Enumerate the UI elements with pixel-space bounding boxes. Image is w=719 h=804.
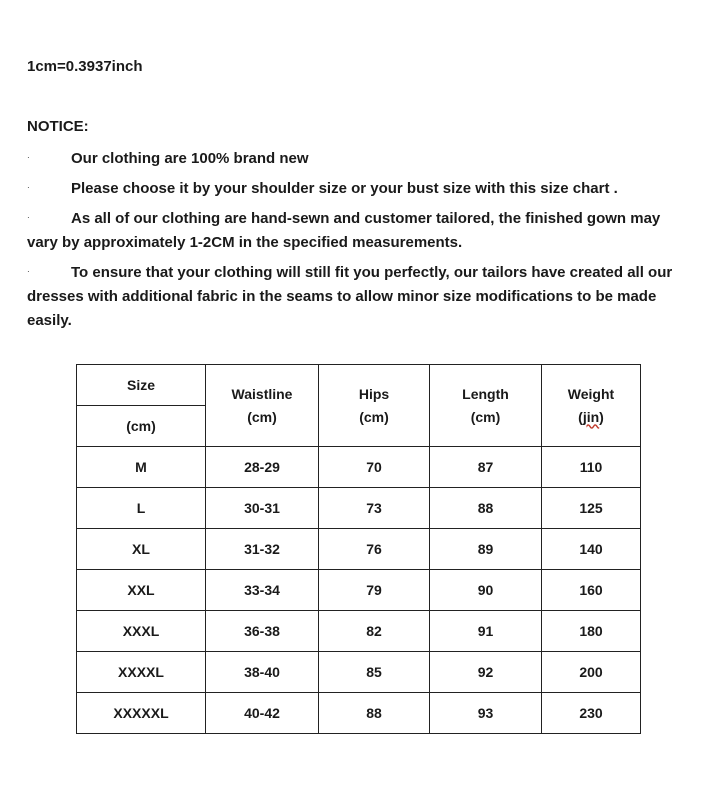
size-unit-cell: (cm)	[77, 406, 206, 447]
size-cell: XXXL	[77, 611, 206, 652]
notice-item	[27, 261, 693, 333]
table-row	[77, 570, 641, 611]
table-row	[77, 488, 641, 529]
size-cell: M	[77, 447, 206, 488]
hips-cell: 76	[319, 529, 430, 570]
size-cell: XXXXXL	[77, 693, 206, 734]
length-cell: 87	[430, 447, 542, 488]
weight-unit-text: jin	[582, 408, 600, 425]
bullet-icon: ·	[27, 153, 30, 162]
hips-header-unit: (cm)	[359, 408, 389, 425]
waistline-cell: 36-38	[206, 611, 319, 652]
notice-item-text: Please choose it by your shoulder size or your bust size with this size chart .	[71, 180, 618, 197]
hips-cell: 82	[319, 611, 430, 652]
weight-cell: 110	[542, 447, 641, 488]
weight-unit-paren-open: (	[578, 408, 583, 425]
length-cell: 93	[430, 693, 542, 734]
table-row	[77, 611, 641, 652]
weight-header-label: Weight	[567, 385, 615, 402]
length-header-cell	[430, 365, 542, 447]
size-header-cell: Size	[77, 365, 206, 406]
table-row	[77, 447, 641, 488]
waistline-cell: 40-42	[206, 693, 319, 734]
notice-item-text: To ensure that your clothing will still fit you perfectly, our tailors have created all our dresses with additional fabric in the seams to allow minor size modifications to be made easily.	[27, 264, 673, 329]
length-cell: 88	[430, 488, 542, 529]
size-cell: XXL	[77, 570, 206, 611]
waistline-cell: 33-34	[206, 570, 319, 611]
table-row	[77, 652, 641, 693]
weight-cell: 180	[542, 611, 641, 652]
waistline-cell: 31-32	[206, 529, 319, 570]
weight-cell: 230	[542, 693, 641, 734]
table-row	[77, 529, 641, 570]
length-cell: 90	[430, 570, 542, 611]
weight-header-cell	[542, 365, 641, 447]
unit-conversion-note: 1cm=0.3937inch	[27, 58, 143, 75]
size-cell: XXXXL	[77, 652, 206, 693]
weight-unit-paren-close: )	[599, 408, 604, 425]
bullet-icon: ·	[27, 213, 30, 222]
waistline-cell: 38-40	[206, 652, 319, 693]
size-cell: L	[77, 488, 206, 529]
notice-item	[27, 177, 693, 201]
length-cell: 89	[430, 529, 542, 570]
table-header-row	[77, 365, 641, 406]
weight-cell: 140	[542, 529, 641, 570]
weight-header-unit	[542, 406, 640, 429]
hips-header-label: Hips	[358, 385, 390, 402]
length-cell: 92	[430, 652, 542, 693]
weight-cell: 125	[542, 488, 641, 529]
waistline-cell: 28-29	[206, 447, 319, 488]
length-header-label: Length	[462, 385, 509, 402]
hips-cell: 73	[319, 488, 430, 529]
notice-heading: NOTICE:	[27, 118, 89, 135]
notice-item-text: Our clothing are 100% brand new	[71, 150, 309, 167]
hips-cell: 88	[319, 693, 430, 734]
waistline-header-cell	[206, 365, 319, 447]
notice-item	[27, 147, 693, 171]
notice-list	[27, 147, 693, 339]
size-chart-table	[76, 364, 641, 734]
hips-cell: 85	[319, 652, 430, 693]
bullet-icon: ·	[27, 267, 30, 276]
table-row	[77, 693, 641, 734]
weight-cell: 160	[542, 570, 641, 611]
hips-header-cell	[319, 365, 430, 447]
notice-item-text: As all of our clothing are hand-sewn and customer tailored, the finished gown may vary by approximately 1-2CM in the specified measurements.	[27, 210, 661, 251]
hips-cell: 70	[319, 447, 430, 488]
notice-item	[27, 207, 693, 255]
waistline-header-label: Waistline	[231, 385, 293, 402]
length-header-unit: (cm)	[470, 408, 501, 425]
hips-cell: 79	[319, 570, 430, 611]
size-cell: XL	[77, 529, 206, 570]
length-cell: 91	[430, 611, 542, 652]
waistline-header-unit: (cm)	[247, 408, 277, 425]
weight-cell: 200	[542, 652, 641, 693]
bullet-icon: ·	[27, 183, 30, 192]
waistline-cell: 30-31	[206, 488, 319, 529]
